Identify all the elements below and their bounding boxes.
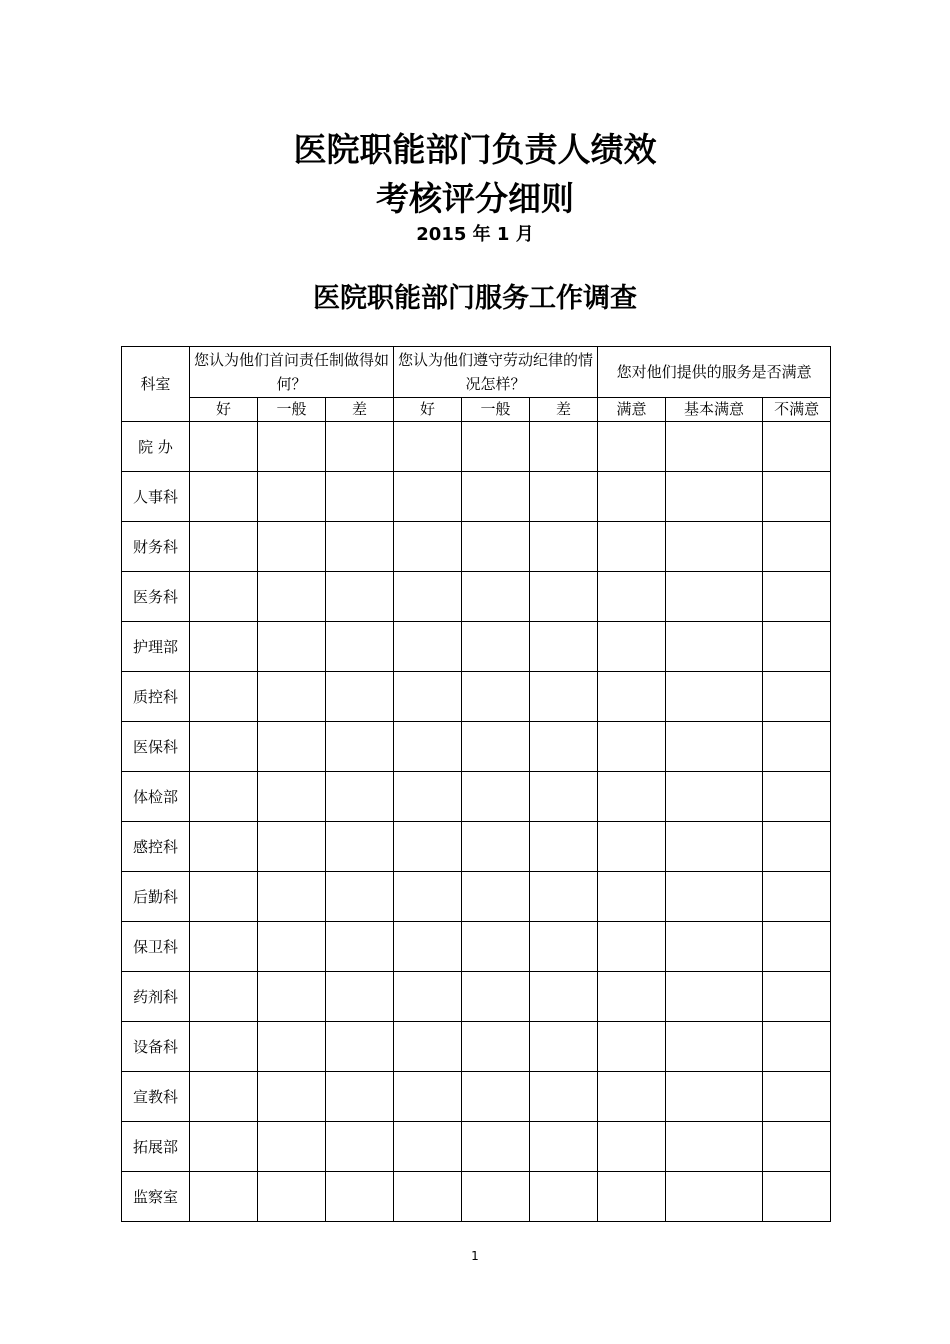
- dept-name-cell: 设备科: [122, 1022, 190, 1072]
- rating-cell[interactable]: [462, 672, 530, 722]
- rating-cell[interactable]: [394, 622, 462, 672]
- rating-cell[interactable]: [258, 972, 326, 1022]
- dept-name-cell: 宣教科: [122, 1072, 190, 1122]
- rating-cell[interactable]: [258, 672, 326, 722]
- rating-cell[interactable]: [394, 1072, 462, 1122]
- rating-cell[interactable]: [258, 422, 326, 472]
- rating-cell[interactable]: [530, 472, 598, 522]
- rating-cell[interactable]: [394, 422, 462, 472]
- rating-cell[interactable]: [190, 1172, 258, 1222]
- rating-cell[interactable]: [666, 522, 763, 572]
- dept-name-cell: 后勤科: [122, 872, 190, 922]
- rating-cell[interactable]: [763, 472, 831, 522]
- rating-cell[interactable]: [598, 522, 666, 572]
- table-row: [122, 1072, 831, 1122]
- rating-cell[interactable]: [462, 422, 530, 472]
- rating-cell[interactable]: [394, 872, 462, 922]
- rating-cell[interactable]: [326, 722, 394, 772]
- dept-name-cell: 护理部: [122, 622, 190, 672]
- rating-cell[interactable]: [190, 722, 258, 772]
- rating-cell[interactable]: [462, 472, 530, 522]
- rating-cell[interactable]: [258, 572, 326, 622]
- option-header: 差: [326, 398, 394, 422]
- rating-cell[interactable]: [763, 1172, 831, 1222]
- rating-cell[interactable]: [326, 1172, 394, 1222]
- rating-cell[interactable]: [666, 722, 763, 772]
- rating-cell[interactable]: [666, 622, 763, 672]
- rating-cell[interactable]: [530, 722, 598, 772]
- rating-cell[interactable]: [763, 672, 831, 722]
- option-header-row: [122, 398, 831, 422]
- rating-cell[interactable]: [190, 472, 258, 522]
- dept-name-cell: 财务科: [122, 522, 190, 572]
- rating-cell[interactable]: [258, 1022, 326, 1072]
- rating-cell[interactable]: [666, 572, 763, 622]
- rating-cell[interactable]: [190, 572, 258, 622]
- rating-cell[interactable]: [763, 1072, 831, 1122]
- table-row: [122, 522, 831, 572]
- dept-name-cell: 医务科: [122, 572, 190, 622]
- rating-cell[interactable]: [530, 572, 598, 622]
- rating-cell[interactable]: [462, 572, 530, 622]
- rating-cell[interactable]: [394, 722, 462, 772]
- document-date: 2015 年 1 月: [416, 224, 534, 245]
- rating-cell[interactable]: [530, 522, 598, 572]
- rating-cell[interactable]: [598, 1172, 666, 1222]
- rating-cell[interactable]: [598, 872, 666, 922]
- rating-cell[interactable]: [190, 622, 258, 672]
- rating-cell[interactable]: [530, 422, 598, 472]
- table-row: [122, 722, 831, 772]
- rating-cell[interactable]: [190, 1072, 258, 1122]
- rating-cell[interactable]: [462, 872, 530, 922]
- option-header: 一般: [462, 398, 530, 422]
- dept-name-cell: 保卫科: [122, 922, 190, 972]
- rating-cell[interactable]: [258, 772, 326, 822]
- rating-cell[interactable]: [666, 1122, 763, 1172]
- rating-cell[interactable]: [598, 622, 666, 672]
- page-number: 1: [471, 1249, 479, 1263]
- rating-cell[interactable]: [666, 422, 763, 472]
- document-title-line-1: 医院职能部门负责人绩效: [293, 130, 657, 169]
- rating-cell[interactable]: [462, 622, 530, 672]
- rating-cell[interactable]: [394, 922, 462, 972]
- rating-cell[interactable]: [326, 522, 394, 572]
- dept-name-cell: 院 办: [122, 422, 190, 472]
- rating-cell[interactable]: [258, 822, 326, 872]
- rating-cell[interactable]: [598, 472, 666, 522]
- rating-cell[interactable]: [462, 1122, 530, 1172]
- question-header: 您对他们提供的服务是否满意: [598, 347, 831, 398]
- rating-cell[interactable]: [326, 1122, 394, 1172]
- rating-cell[interactable]: [462, 522, 530, 572]
- rating-cell[interactable]: [326, 422, 394, 472]
- rating-cell[interactable]: [258, 722, 326, 772]
- rating-cell[interactable]: [258, 872, 326, 922]
- rating-cell[interactable]: [598, 822, 666, 872]
- rating-cell[interactable]: [530, 622, 598, 672]
- dept-name-cell: 医保科: [122, 722, 190, 772]
- rating-cell[interactable]: [462, 772, 530, 822]
- rating-cell[interactable]: [394, 472, 462, 522]
- rating-cell[interactable]: [394, 822, 462, 872]
- rating-cell[interactable]: [598, 772, 666, 822]
- rating-cell[interactable]: [394, 1022, 462, 1072]
- rating-cell[interactable]: [666, 1172, 763, 1222]
- rating-cell[interactable]: [326, 1072, 394, 1122]
- rating-cell[interactable]: [190, 522, 258, 572]
- rating-cell[interactable]: [763, 622, 831, 672]
- rating-cell[interactable]: [462, 1022, 530, 1072]
- rating-cell[interactable]: [326, 622, 394, 672]
- rating-cell[interactable]: [530, 872, 598, 922]
- rating-cell[interactable]: [258, 922, 326, 972]
- rating-cell[interactable]: [598, 1072, 666, 1122]
- rating-cell[interactable]: [462, 972, 530, 1022]
- rating-cell[interactable]: [763, 1022, 831, 1072]
- rating-cell[interactable]: [394, 522, 462, 572]
- rating-cell[interactable]: [258, 1122, 326, 1172]
- rating-cell[interactable]: [462, 822, 530, 872]
- table-row: [122, 822, 831, 872]
- rating-cell[interactable]: [462, 922, 530, 972]
- rating-cell[interactable]: [598, 722, 666, 772]
- rating-cell[interactable]: [326, 572, 394, 622]
- dept-name-cell: 体检部: [122, 772, 190, 822]
- rating-cell[interactable]: [666, 1022, 763, 1072]
- dept-column-header: 科室: [122, 347, 190, 422]
- rating-cell[interactable]: [394, 572, 462, 622]
- question-header-row: [122, 347, 831, 398]
- rating-cell[interactable]: [598, 972, 666, 1022]
- rating-cell[interactable]: [394, 1172, 462, 1222]
- table-row: [122, 672, 831, 722]
- rating-cell[interactable]: [258, 622, 326, 672]
- table-row: [122, 1122, 831, 1172]
- rating-cell[interactable]: [462, 1072, 530, 1122]
- rating-cell[interactable]: [763, 1122, 831, 1172]
- rating-cell[interactable]: [666, 472, 763, 522]
- rating-cell[interactable]: [598, 1022, 666, 1072]
- rating-cell[interactable]: [530, 822, 598, 872]
- rating-cell[interactable]: [394, 1122, 462, 1172]
- rating-cell[interactable]: [763, 422, 831, 472]
- document-title-line-2: 考核评分细则: [376, 179, 574, 218]
- table-row: [122, 572, 831, 622]
- rating-cell[interactable]: [394, 772, 462, 822]
- rating-cell[interactable]: [530, 672, 598, 722]
- rating-cell[interactable]: [666, 1072, 763, 1122]
- table-row: [122, 622, 831, 672]
- table-row: [122, 422, 831, 472]
- rating-cell[interactable]: [394, 672, 462, 722]
- rating-cell[interactable]: [763, 972, 831, 1022]
- rating-cell[interactable]: [530, 972, 598, 1022]
- rating-cell[interactable]: [763, 522, 831, 572]
- table-row: [122, 972, 831, 1022]
- rating-cell[interactable]: [763, 722, 831, 772]
- question-header: 您认为他们遵守劳动纪律的情况怎样？: [394, 347, 598, 398]
- rating-cell[interactable]: [666, 672, 763, 722]
- rating-cell[interactable]: [326, 672, 394, 722]
- rating-cell[interactable]: [326, 922, 394, 972]
- table-row: [122, 922, 831, 972]
- dept-name-cell: 监察室: [122, 1172, 190, 1222]
- option-header: 好: [190, 398, 258, 422]
- rating-cell[interactable]: [763, 572, 831, 622]
- rating-cell[interactable]: [190, 922, 258, 972]
- rating-cell[interactable]: [666, 772, 763, 822]
- rating-cell[interactable]: [326, 772, 394, 822]
- table-row: [122, 1172, 831, 1222]
- rating-cell[interactable]: [326, 822, 394, 872]
- rating-cell[interactable]: [666, 972, 763, 1022]
- rating-cell[interactable]: [326, 472, 394, 522]
- rating-cell[interactable]: [666, 922, 763, 972]
- option-header: 好: [394, 398, 462, 422]
- rating-cell[interactable]: [530, 922, 598, 972]
- table-row: [122, 1022, 831, 1072]
- rating-cell[interactable]: [530, 1072, 598, 1122]
- rating-cell[interactable]: [598, 1122, 666, 1172]
- rating-cell[interactable]: [326, 872, 394, 922]
- rating-cell[interactable]: [763, 872, 831, 922]
- rating-cell[interactable]: [666, 872, 763, 922]
- rating-cell[interactable]: [666, 822, 763, 872]
- rating-cell[interactable]: [326, 972, 394, 1022]
- rating-cell[interactable]: [763, 822, 831, 872]
- rating-cell[interactable]: [462, 722, 530, 772]
- rating-cell[interactable]: [258, 1172, 326, 1222]
- rating-cell[interactable]: [530, 1122, 598, 1172]
- rating-cell[interactable]: [190, 1022, 258, 1072]
- rating-cell[interactable]: [190, 1122, 258, 1172]
- survey-title: 医院职能部门服务工作调查: [313, 283, 637, 314]
- dept-name-cell: 感控科: [122, 822, 190, 872]
- rating-cell[interactable]: [190, 822, 258, 872]
- survey-table: [121, 346, 831, 1222]
- option-header: 不满意: [763, 398, 831, 422]
- dept-name-cell: 人事科: [122, 472, 190, 522]
- rating-cell[interactable]: [763, 922, 831, 972]
- rating-cell[interactable]: [530, 1172, 598, 1222]
- option-header: 一般: [258, 398, 326, 422]
- dept-name-cell: 拓展部: [122, 1122, 190, 1172]
- rating-cell[interactable]: [598, 422, 666, 472]
- rating-cell[interactable]: [258, 472, 326, 522]
- dept-name-cell: 质控科: [122, 672, 190, 722]
- rating-cell[interactable]: [190, 772, 258, 822]
- rating-cell[interactable]: [258, 522, 326, 572]
- rating-cell[interactable]: [190, 422, 258, 472]
- option-header: 基本满意: [666, 398, 763, 422]
- rating-cell[interactable]: [326, 1022, 394, 1072]
- rating-cell[interactable]: [190, 972, 258, 1022]
- rating-cell[interactable]: [530, 772, 598, 822]
- table-row: [122, 872, 831, 922]
- rating-cell[interactable]: [190, 672, 258, 722]
- table-row: [122, 472, 831, 522]
- rating-cell[interactable]: [394, 972, 462, 1022]
- rating-cell[interactable]: [190, 872, 258, 922]
- rating-cell[interactable]: [763, 772, 831, 822]
- table-row: [122, 772, 831, 822]
- option-header: 差: [530, 398, 598, 422]
- question-header: 您认为他们首问责任制做得如何？: [190, 347, 394, 398]
- rating-cell[interactable]: [258, 1072, 326, 1122]
- dept-name-cell: 药剂科: [122, 972, 190, 1022]
- rating-cell[interactable]: [462, 1172, 530, 1222]
- rating-cell[interactable]: [530, 1022, 598, 1072]
- rating-cell[interactable]: [598, 672, 666, 722]
- option-header: 满意: [598, 398, 666, 422]
- rating-cell[interactable]: [598, 922, 666, 972]
- rating-cell[interactable]: [598, 572, 666, 622]
